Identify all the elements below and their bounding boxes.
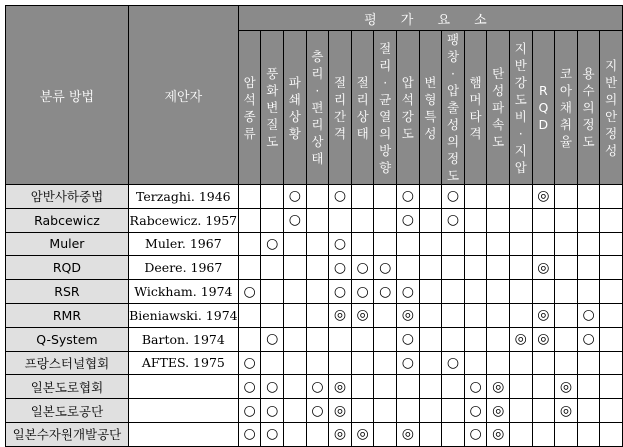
evaluation-element-label: 변 형 특 성 (424, 74, 437, 141)
proposer-cell: Muler. 1967 (128, 232, 238, 256)
evaluation-mark-cell (532, 280, 555, 304)
table-row (6, 327, 623, 351)
evaluation-mark-cell (238, 208, 261, 232)
evaluation-mark-cell (509, 375, 532, 399)
evaluation-mark-cell: ○ (306, 399, 329, 423)
evaluation-mark-cell (351, 208, 374, 232)
evaluation-mark-cell: ○ (464, 375, 487, 399)
evaluation-mark-cell (555, 256, 578, 280)
evaluation-mark-cell (442, 232, 465, 256)
evaluation-element-label: 코 아 채 취 율 (559, 66, 572, 149)
evaluation-elements-header: 평 가 요 소 (238, 6, 622, 31)
evaluation-mark-cell (284, 280, 307, 304)
evaluation-mark-cell (397, 232, 420, 256)
evaluation-mark-cell (577, 208, 600, 232)
evaluation-mark-cell (555, 280, 578, 304)
evaluation-mark-cell (464, 232, 487, 256)
proposer-cell (128, 399, 238, 423)
table-row (6, 399, 623, 423)
evaluation-mark-cell (306, 351, 329, 375)
evaluation-element-label: 팽 창 · 압 출 성 의 정 도 (446, 32, 460, 183)
evaluation-mark-cell: ○ (284, 185, 307, 209)
evaluation-element-header (442, 31, 465, 185)
evaluation-mark-cell (261, 256, 284, 280)
proposer-cell: Barton. 1974 (128, 327, 238, 351)
evaluation-mark-cell (329, 351, 352, 375)
evaluation-mark-cell (487, 280, 510, 304)
evaluation-element-header (329, 31, 352, 185)
evaluation-mark-cell: ○ (397, 185, 420, 209)
evaluation-mark-cell (600, 351, 623, 375)
evaluation-mark-cell: ○ (577, 327, 600, 351)
evaluation-mark-cell (509, 351, 532, 375)
classification-method-cell: 일본도로협회 (6, 375, 129, 399)
evaluation-mark-cell (555, 208, 578, 232)
evaluation-mark-cell: ○ (238, 422, 261, 446)
evaluation-mark-cell (577, 185, 600, 209)
evaluation-mark-cell (374, 399, 397, 423)
classification-method-cell: Muler (6, 232, 129, 256)
evaluation-mark-cell (306, 208, 329, 232)
evaluation-mark-cell: ○ (261, 232, 284, 256)
evaluation-mark-cell (509, 185, 532, 209)
evaluation-element-label: 파 쇄 상 황 (288, 74, 301, 141)
evaluation-mark-cell (351, 185, 374, 209)
evaluation-mark-cell (577, 351, 600, 375)
table-row (6, 208, 623, 232)
evaluation-element-header (464, 31, 487, 185)
evaluation-mark-cell: ○ (329, 256, 352, 280)
evaluation-mark-cell (509, 232, 532, 256)
evaluation-mark-cell (442, 422, 465, 446)
evaluation-mark-cell (600, 280, 623, 304)
evaluation-mark-cell (442, 327, 465, 351)
evaluation-mark-cell: ○ (397, 327, 420, 351)
evaluation-mark-cell: ○ (374, 256, 397, 280)
evaluation-mark-cell: ○ (238, 351, 261, 375)
evaluation-element-header (555, 31, 578, 185)
evaluation-mark-cell: ◎ (487, 399, 510, 423)
evaluation-element-header (261, 31, 284, 185)
evaluation-mark-cell: ○ (464, 422, 487, 446)
evaluation-mark-cell: ○ (238, 280, 261, 304)
evaluation-mark-cell (577, 232, 600, 256)
evaluation-element-label: R Q D (538, 83, 549, 132)
table-row (6, 303, 623, 327)
evaluation-mark-cell (600, 375, 623, 399)
evaluation-mark-cell: ◎ (397, 422, 420, 446)
evaluation-mark-cell (577, 422, 600, 446)
table-row (6, 232, 623, 256)
evaluation-mark-cell: ◎ (555, 399, 578, 423)
evaluation-mark-cell: ◎ (329, 375, 352, 399)
table-row (6, 375, 623, 399)
table-row (6, 185, 623, 209)
evaluation-element-header (374, 31, 397, 185)
evaluation-mark-cell: ◎ (532, 256, 555, 280)
evaluation-mark-cell (261, 351, 284, 375)
evaluation-mark-cell (261, 208, 284, 232)
proposer-cell (128, 422, 238, 446)
evaluation-mark-cell (374, 422, 397, 446)
evaluation-mark-cell (555, 327, 578, 351)
evaluation-mark-cell (238, 303, 261, 327)
evaluation-mark-cell: ○ (329, 185, 352, 209)
evaluation-mark-cell: ◎ (532, 327, 555, 351)
evaluation-mark-cell: ○ (306, 375, 329, 399)
evaluation-mark-cell (306, 185, 329, 209)
evaluation-mark-cell (555, 351, 578, 375)
evaluation-mark-cell (487, 185, 510, 209)
evaluation-element-header (351, 31, 374, 185)
evaluation-mark-cell (374, 327, 397, 351)
evaluation-mark-cell (577, 399, 600, 423)
evaluation-mark-cell (261, 280, 284, 304)
evaluation-mark-cell (306, 327, 329, 351)
evaluation-mark-cell (351, 399, 374, 423)
evaluation-element-label: 탄 성 파 속 도 (492, 66, 505, 149)
evaluation-mark-cell: ◎ (555, 375, 578, 399)
evaluation-element-label: 암 석 종 류 (243, 74, 256, 141)
proposer-cell (128, 375, 238, 399)
evaluation-mark-cell (600, 303, 623, 327)
classification-method-cell: 암반사하중법 (6, 185, 129, 209)
evaluation-mark-cell (532, 375, 555, 399)
evaluation-mark-cell (306, 256, 329, 280)
evaluation-mark-cell: ○ (397, 208, 420, 232)
evaluation-mark-cell: ○ (261, 375, 284, 399)
evaluation-mark-cell (397, 256, 420, 280)
evaluation-mark-cell (509, 303, 532, 327)
evaluation-mark-cell: ◎ (329, 399, 352, 423)
evaluation-mark-cell (487, 327, 510, 351)
evaluation-mark-cell (509, 422, 532, 446)
proposer-cell: Rabcewicz. 1957 (128, 208, 238, 232)
evaluation-mark-cell (577, 256, 600, 280)
evaluation-element-header (577, 31, 600, 185)
evaluation-mark-cell (555, 303, 578, 327)
evaluation-element-header (532, 31, 555, 185)
evaluation-mark-cell: ○ (261, 422, 284, 446)
evaluation-element-label: 절 리 · 균 열 의 방 향 (379, 40, 392, 175)
evaluation-element-label: 용 수 의 정 도 (582, 66, 595, 149)
classification-method-cell: 일본수자원개발공단 (6, 422, 129, 446)
evaluation-mark-cell: ○ (351, 280, 374, 304)
evaluation-mark-cell (351, 375, 374, 399)
evaluation-mark-cell (374, 208, 397, 232)
evaluation-mark-cell (577, 375, 600, 399)
evaluation-mark-cell (532, 422, 555, 446)
classification-method-cell: 일본도로공단 (6, 399, 129, 423)
evaluation-mark-cell (284, 327, 307, 351)
evaluation-mark-cell (284, 256, 307, 280)
evaluation-mark-cell: ◎ (351, 303, 374, 327)
evaluation-mark-cell (600, 208, 623, 232)
evaluation-mark-cell: ○ (374, 280, 397, 304)
evaluation-mark-cell (442, 256, 465, 280)
evaluation-mark-cell (577, 280, 600, 304)
evaluation-mark-cell: ○ (442, 351, 465, 375)
evaluation-mark-cell (442, 375, 465, 399)
evaluation-mark-cell (419, 185, 442, 209)
evaluation-mark-cell (509, 280, 532, 304)
classification-method-cell: Rabcewicz (6, 208, 129, 232)
evaluation-element-label: 절 리 간 격 (333, 74, 347, 141)
evaluation-mark-cell (509, 208, 532, 232)
evaluation-mark-cell (419, 327, 442, 351)
evaluation-mark-cell (464, 280, 487, 304)
evaluation-mark-cell (306, 303, 329, 327)
evaluation-mark-cell (600, 399, 623, 423)
evaluation-mark-cell (464, 256, 487, 280)
evaluation-mark-cell (351, 327, 374, 351)
classification-method-cell: Q-System (6, 327, 129, 351)
evaluation-mark-cell (374, 375, 397, 399)
evaluation-mark-cell (374, 303, 397, 327)
evaluation-element-label: 지 반 강 도 비 · 지 압 (514, 40, 527, 175)
evaluation-mark-cell (238, 185, 261, 209)
evaluation-mark-cell (284, 375, 307, 399)
evaluation-element-label: 절 리 상 태 (356, 74, 369, 141)
evaluation-element-label: 지 반 의 안 정 성 (605, 57, 618, 158)
evaluation-mark-cell (351, 232, 374, 256)
evaluation-mark-cell: ◎ (351, 422, 374, 446)
evaluation-mark-cell (419, 375, 442, 399)
evaluation-element-header (397, 31, 420, 185)
evaluation-mark-cell (238, 256, 261, 280)
evaluation-mark-cell: ○ (442, 185, 465, 209)
table-row (6, 351, 623, 375)
proposer-cell: Bieniawski. 1974 (128, 303, 238, 327)
evaluation-element-header (509, 31, 532, 185)
rock-classification-table (5, 5, 623, 447)
evaluation-mark-cell: ○ (442, 208, 465, 232)
evaluation-mark-cell (509, 399, 532, 423)
evaluation-mark-cell (238, 232, 261, 256)
evaluation-mark-cell (464, 351, 487, 375)
evaluation-element-header (600, 31, 623, 185)
evaluation-mark-cell (374, 232, 397, 256)
evaluation-mark-cell: ○ (464, 399, 487, 423)
evaluation-mark-cell (600, 327, 623, 351)
evaluation-mark-cell (442, 399, 465, 423)
evaluation-mark-cell (284, 303, 307, 327)
evaluation-element-header (487, 31, 510, 185)
proposer-cell: AFTES. 1975 (128, 351, 238, 375)
evaluation-mark-cell (487, 256, 510, 280)
evaluation-mark-cell (306, 280, 329, 304)
evaluation-mark-cell (600, 232, 623, 256)
evaluation-element-label: 압 석 강 도 (401, 74, 414, 141)
evaluation-mark-cell (261, 303, 284, 327)
table-row (6, 256, 623, 280)
table-row (6, 422, 623, 446)
evaluation-mark-cell (419, 280, 442, 304)
classification-method-cell: 프랑스터널협회 (6, 351, 129, 375)
proposer-cell: Deere. 1967 (128, 256, 238, 280)
evaluation-mark-cell: ○ (397, 280, 420, 304)
classification-header: 분류 방법 (6, 6, 129, 185)
evaluation-mark-cell (419, 351, 442, 375)
evaluation-mark-cell (419, 303, 442, 327)
evaluation-mark-cell: ○ (261, 327, 284, 351)
evaluation-mark-cell: ◎ (397, 303, 420, 327)
evaluation-mark-cell (284, 232, 307, 256)
evaluation-mark-cell: ◎ (532, 303, 555, 327)
evaluation-mark-cell: ◎ (487, 422, 510, 446)
evaluation-element-label: 풍 화 변 질 도 (266, 66, 279, 149)
table-body (6, 185, 623, 447)
evaluation-mark-cell: ○ (351, 256, 374, 280)
evaluation-mark-cell: ○ (238, 399, 261, 423)
evaluation-mark-cell: ◎ (487, 375, 510, 399)
classification-method-cell: RMR (6, 303, 129, 327)
evaluation-mark-cell (509, 256, 532, 280)
evaluation-element-header (238, 31, 261, 185)
proposer-cell: Terzaghi. 1946 (128, 185, 238, 209)
evaluation-mark-cell: ◎ (329, 422, 352, 446)
evaluation-mark-cell (306, 232, 329, 256)
evaluation-mark-cell (532, 399, 555, 423)
evaluation-mark-cell: ○ (261, 399, 284, 423)
evaluation-mark-cell (238, 327, 261, 351)
evaluation-mark-cell (351, 351, 374, 375)
evaluation-mark-cell (261, 185, 284, 209)
evaluation-mark-cell: ◎ (329, 303, 352, 327)
evaluation-mark-cell: ◎ (509, 327, 532, 351)
evaluation-mark-cell (532, 232, 555, 256)
evaluation-element-label: 층 리 · 편 리 상 태 (311, 49, 324, 166)
evaluation-mark-cell: ○ (284, 208, 307, 232)
evaluation-mark-cell (442, 303, 465, 327)
evaluation-mark-cell (419, 232, 442, 256)
evaluation-mark-cell (555, 232, 578, 256)
evaluation-element-header (284, 31, 307, 185)
evaluation-mark-cell (374, 351, 397, 375)
evaluation-mark-cell: ○ (577, 303, 600, 327)
evaluation-element-header (306, 31, 329, 185)
evaluation-mark-cell (464, 327, 487, 351)
evaluation-mark-cell (419, 256, 442, 280)
evaluation-mark-cell (442, 280, 465, 304)
evaluation-mark-cell (397, 375, 420, 399)
evaluation-mark-cell: ○ (397, 351, 420, 375)
evaluation-mark-cell: ○ (329, 232, 352, 256)
evaluation-element-label: 햄 머 타 격 (469, 74, 482, 141)
evaluation-mark-cell (600, 256, 623, 280)
evaluation-mark-cell (284, 399, 307, 423)
evaluation-mark-cell (284, 351, 307, 375)
evaluation-mark-cell (487, 208, 510, 232)
evaluation-mark-cell: ◎ (532, 185, 555, 209)
evaluation-mark-cell (487, 351, 510, 375)
evaluation-mark-cell (374, 185, 397, 209)
evaluation-mark-cell (487, 232, 510, 256)
proposer-cell: Wickham. 1974 (128, 280, 238, 304)
evaluation-mark-cell (397, 399, 420, 423)
evaluation-mark-cell (464, 303, 487, 327)
evaluation-mark-cell (306, 422, 329, 446)
table-row (6, 280, 623, 304)
classification-method-cell: RSR (6, 280, 129, 304)
evaluation-mark-cell (600, 185, 623, 209)
evaluation-mark-cell (487, 303, 510, 327)
evaluation-mark-cell (464, 208, 487, 232)
evaluation-mark-cell (532, 208, 555, 232)
evaluation-mark-cell (419, 422, 442, 446)
evaluation-element-header (419, 31, 442, 185)
evaluation-mark-cell (329, 208, 352, 232)
evaluation-mark-cell (600, 422, 623, 446)
evaluation-mark-cell (419, 399, 442, 423)
evaluation-mark-cell (555, 422, 578, 446)
evaluation-mark-cell (329, 327, 352, 351)
classification-method-cell: RQD (6, 256, 129, 280)
proposer-header: 제안자 (128, 6, 238, 185)
evaluation-mark-cell: ○ (329, 280, 352, 304)
evaluation-mark-cell (555, 185, 578, 209)
evaluation-mark-cell (419, 208, 442, 232)
evaluation-mark-cell (532, 351, 555, 375)
evaluation-mark-cell (464, 185, 487, 209)
evaluation-mark-cell (284, 422, 307, 446)
evaluation-mark-cell: ○ (238, 375, 261, 399)
